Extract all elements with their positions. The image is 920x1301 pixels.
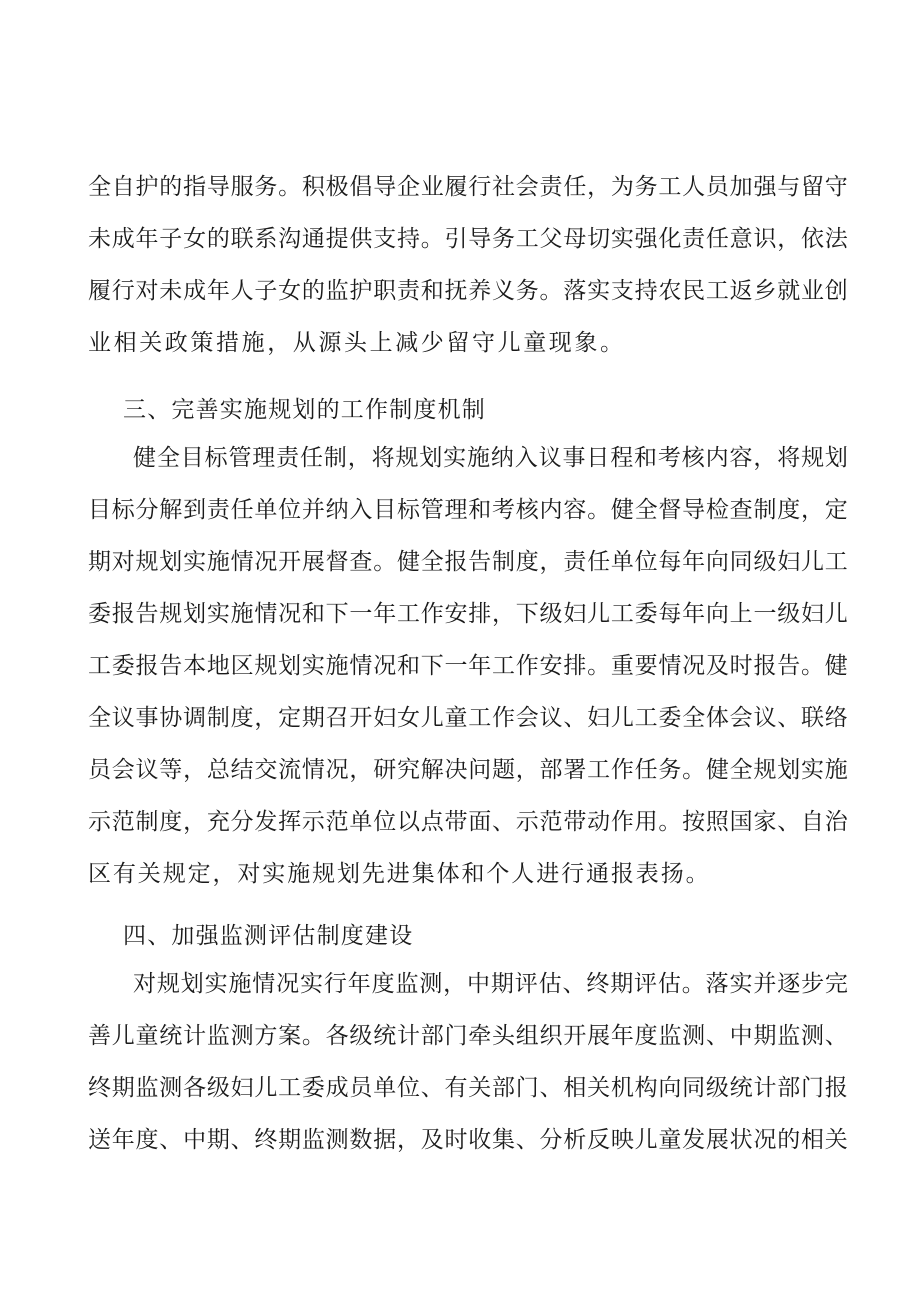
paragraph-2-line-9: 区有关规定，对实施规划先进集体和个人进行通报表扬。 xyxy=(88,861,711,887)
section-heading-3: 三、完善实施规划的工作制度机制 xyxy=(123,397,486,423)
paragraph-2-line-4: 委 报 告 规 划 实 施 情 况 和 下 一 年 工 作 安 排 ， 下 级 妇 儿 工 委 每 年 向 上 一 级 妇 儿 xyxy=(88,601,848,627)
paragraph-3-line-4: 送 年 度 、 中 期 、 终 期 监 测 数 据 ， 及 时 收 集 、 分 析 反 映 儿 童 发 展 状 况 的 相 关 xyxy=(88,1127,848,1153)
paragraph-1-line-4: 业相关政策措施，从源头上减少留守儿童现象。 xyxy=(88,330,626,356)
paragraph-3-line-3: 终 期 监 测 各 级 妇 儿 工 委 成 员 单 位 、 有 关 部 门 、 相 关 机 构 向 同 级 统 计 部 门 报 xyxy=(88,1075,848,1101)
section-heading-4: 四、加强监测评估制度建设 xyxy=(123,923,414,949)
paragraph-2-line-1: 健 全 目 标 管 理 责 任 制 ， 将 规 划 实 施 纳 入 议 事 日 程 和 考 核 内 容 ， 将 规 划 xyxy=(133,445,848,471)
paragraph-2-line-5: 工 委 报 告 本 地 区 规 划 实 施 情 况 和 下 一 年 工 作 安 排 。 重 要 情 况 及 时 报 告 。 健 xyxy=(88,653,848,679)
paragraph-3-line-1: 对 规 划 实 施 情 况 实 行 年 度 监 测 ， 中 期 评 估 、 终 期 评 估 。 落 实 并 逐 步 完 xyxy=(133,971,848,997)
paragraph-2-line-8: 示 范 制 度 ， 充 分 发 挥 示 范 单 位 以 点 带 面 、 示 范 带 动 作 用 。 按 照 国 家 、 自 治 xyxy=(88,809,848,835)
paragraph-2-line-7: 员 会 议 等 ， 总 结 交 流 情 况 ， 研 究 解 决 问 题 ， 部 署 工 作 任 务 。 健 全 规 划 实 施 xyxy=(88,757,848,783)
paragraph-1-line-3: 履 行 对 未 成 年 人 子 女 的 监 护 职 责 和 抚 养 义 务 。 落 实 支 持 农 民 工 返 乡 就 业 创 xyxy=(88,278,848,304)
paragraph-2-line-3: 期 对 规 划 实 施 情 况 开 展 督 查 。 健 全 报 告 制 度 ， 责 任 单 位 每 年 向 同 级 妇 儿 工 xyxy=(88,549,848,575)
paragraph-2-line-2: 目 标 分 解 到 责 任 单 位 并 纳 入 目 标 管 理 和 考 核 内 容 。 健 全 督 导 检 查 制 度 ， 定 xyxy=(88,497,848,523)
paragraph-1-line-1: 全 自 护 的 指 导 服 务 。 积 极 倡 导 企 业 履 行 社 会 责 任 ， 为 务 工 人 员 加 强 与 留 守 xyxy=(88,174,848,200)
paragraph-3-line-2: 善 儿 童 统 计 监 测 方 案 。 各 级 统 计 部 门 牵 头 组 织 开 展 年 度 监 测 、 中 期 监 测 、 xyxy=(88,1023,848,1049)
paragraph-2-line-6: 全 议 事 协 调 制 度 ， 定 期 召 开 妇 女 儿 童 工 作 会 议 、 妇 儿 工 委 全 体 会 议 、 联 络 xyxy=(88,705,848,731)
paragraph-1-line-2: 未 成 年 子 女 的 联 系 沟 通 提 供 支 持 。 引 导 务 工 父 母 切 实 强 化 责 任 意 识 ， 依 法 xyxy=(88,226,848,252)
